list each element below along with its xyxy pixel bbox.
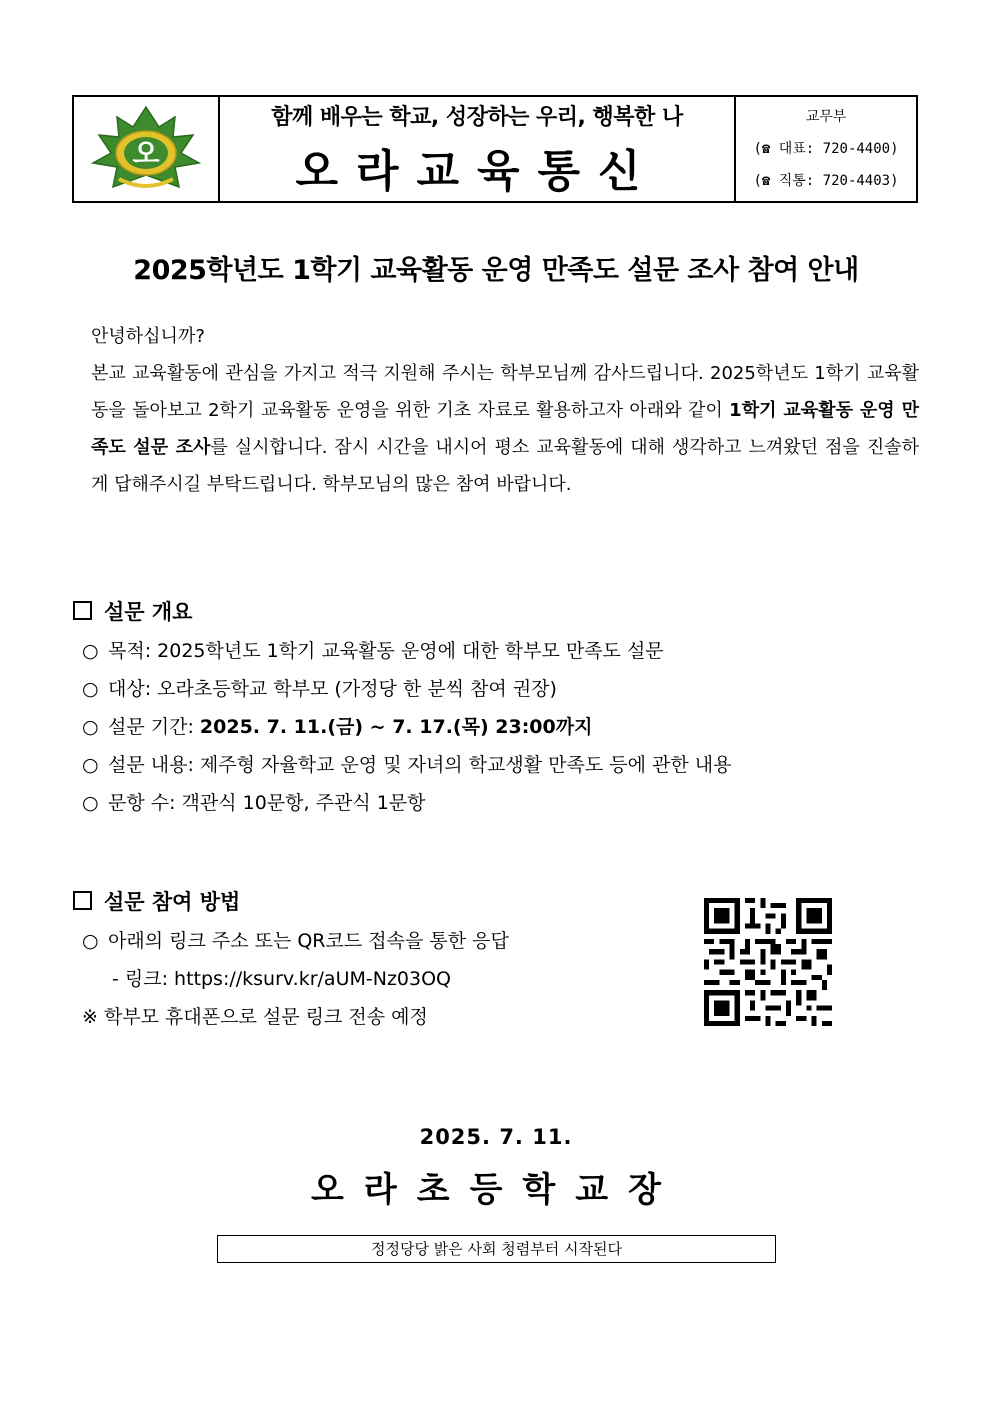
svg-text:오: 오 <box>132 137 160 170</box>
integrity-slogan: 정정당당 밝은 사회 청렴부터 시작된다 <box>217 1235 776 1263</box>
intro-section <box>73 318 919 503</box>
department-name: 교무부 <box>805 109 847 125</box>
list-item: ○ 설문 내용: 제주형 자율학교 운영 및 자녀의 학교생활 만족도 등에 관한 내용 <box>82 746 731 784</box>
document-title: 2025학년도 1학기 교육활동 운영 만족도 설문 조사 참여 안내 <box>133 255 859 286</box>
list-item: ○ 목적: 2025학년도 1학기 교육활동 운영에 대한 학부모 만족도 설문 <box>82 632 731 670</box>
qr-code-icon[interactable] <box>704 898 832 1026</box>
list-item: ○ 설문 기간: 2025. 7. 11.(금) ~ 7. 17.(목) 23:00까지 <box>82 708 731 746</box>
intro-text-2: 를 실시합니다. 잠시 시간을 내시어 평소 교육활동에 대해 생각하고 느껴왔던 점을 진솔하게 답해주시길 부탁드립니다. 학부모님의 많은 참여 바랍니다. <box>91 437 919 495</box>
overview-heading: 설문 개요 <box>73 596 192 626</box>
greeting: 안녕하십니까? <box>91 326 205 347</box>
title-cell <box>220 97 736 201</box>
list-item: ○ 아래의 링크 주소 또는 QR코드 접속을 통한 응답 <box>82 922 509 960</box>
circle-bullet-icon: ○ <box>82 716 99 738</box>
checkbox-square-icon <box>73 891 92 910</box>
participation-note: ※ 학부모 휴대폰으로 설문 링크 전송 예정 <box>82 1006 428 1028</box>
circle-bullet-icon: ○ <box>82 640 99 662</box>
intro-text-bold: 1학기 교육활동 운영 만족도 설문 조사 <box>91 400 919 458</box>
circle-bullet-icon: ○ <box>82 792 99 814</box>
intro-text-1: 본교 교육활동에 관심을 가지고 적극 지원해 주시는 학부모님께 감사드립니다. 2025학년도 1학기 교육활동을 돌아보고 2학기 교육활동 운영을 위한 기초 자료로 활용하고자 아래와 같이 <box>91 363 919 421</box>
logo-cell <box>74 97 220 201</box>
list-item: ○ 문항 수: 객관식 10문항, 주관식 1문항 <box>82 784 731 822</box>
participation-heading: 설문 참여 방법 <box>73 886 240 916</box>
newsletter-header <box>72 95 918 203</box>
participation-list <box>82 922 509 1036</box>
circle-bullet-icon: ○ <box>82 678 99 700</box>
overview-list <box>82 632 731 822</box>
survey-period: 2025. 7. 11.(금) ~ 7. 17.(목) 23:00까지 <box>199 716 593 738</box>
list-item: ○ 대상: 오라초등학교 학부모 (가정당 한 분씩 참여 권장) <box>82 670 731 708</box>
phone-direct: (☎ 직통: 720-4403) <box>753 173 899 189</box>
circle-bullet-icon: ○ <box>82 930 99 952</box>
principal-signature: 오라초등학교장 <box>311 1170 681 1210</box>
survey-link[interactable]: - 링크: https://ksurv.kr/aUM-Nz03OQ <box>112 968 452 990</box>
newsletter-title: 오라교육통신 <box>295 145 659 197</box>
department-cell <box>736 97 916 201</box>
intro-paragraph <box>73 355 919 503</box>
phone-main: (☎ 대표: 720-4400) <box>753 141 899 157</box>
circle-bullet-icon: ○ <box>82 754 99 776</box>
school-slogan: 함께 배우는 학교, 성장하는 우리, 행복한 나 <box>271 104 683 130</box>
issue-date: 2025. 7. 11. <box>419 1125 573 1149</box>
school-emblem-icon <box>87 101 205 197</box>
checkbox-square-icon <box>73 601 92 620</box>
